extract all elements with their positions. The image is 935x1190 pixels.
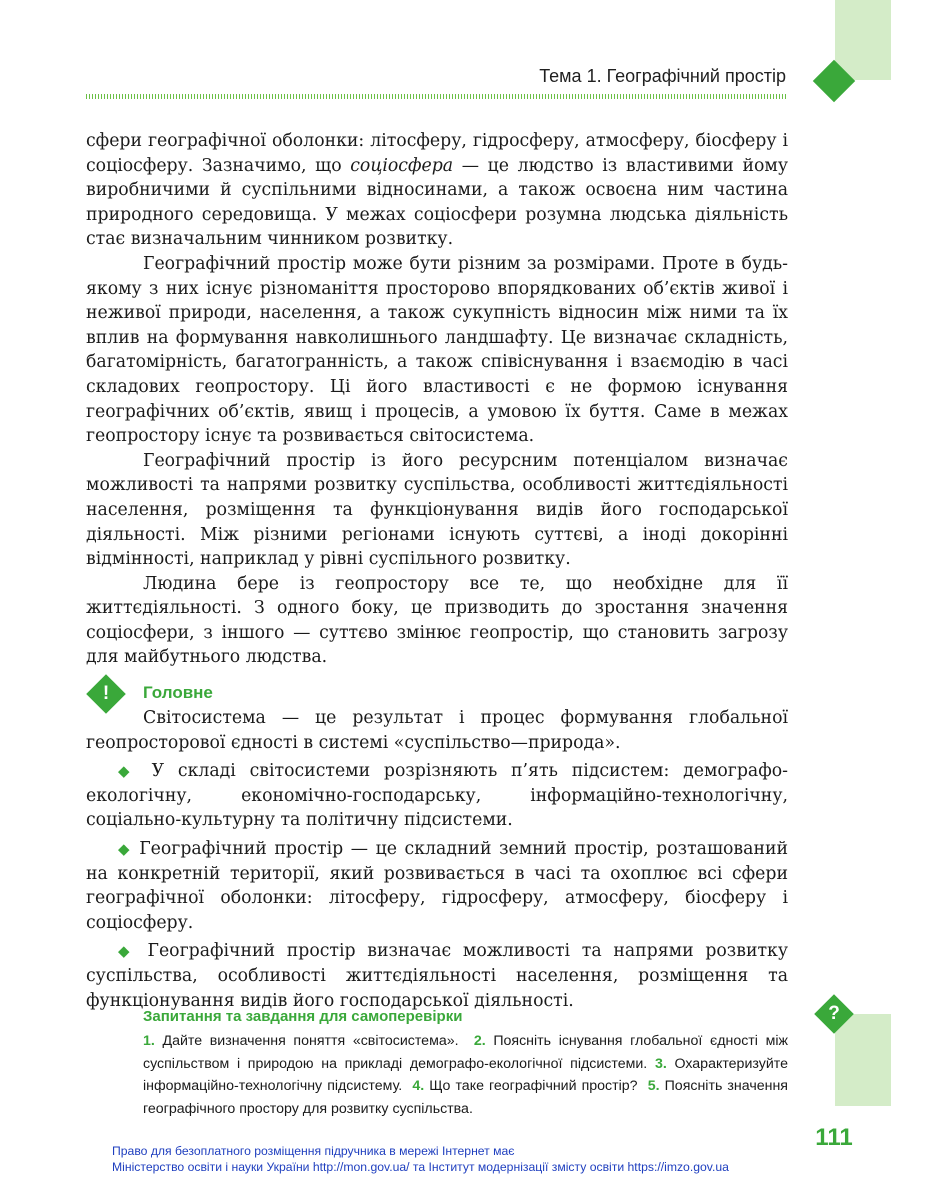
body-text — [86, 129, 788, 670]
question-number: 5. — [647, 1078, 660, 1094]
header-dotted-rule — [86, 94, 788, 99]
paragraph-4: Людина бере із геопростору все те, що необхідне для її життєдіяльності. З одного боку, це призводить до зростання значення соціосфери, з іншого — суттєво змінює геопростір, що становить загрозу для майбутнього людства. — [86, 573, 788, 668]
paragraph-3: Географічний простір із його ресурсним потенціалом визначає можливості та напрями розвитку суспільства, особливості життєдіяльності населення, розміщення та функціонування видів його господарської діяльності. Між різними регіонами існують суттєві, а іноді докорінні відмінності, наприклад у рівні суспільного розвитку. — [86, 450, 788, 570]
summary-bullet: ◆ Географічний простір визначає можливості та напрями розвитку суспільства, особливості життєдіяльності населення, розміщення та функціонування видів його господарської діяльності. — [86, 941, 788, 1011]
page-corner-tab — [835, 0, 891, 80]
diamond-bullet-icon: ◆ — [118, 762, 138, 781]
questions-title: Запитання та завдання для самоперевірки — [143, 1008, 463, 1025]
questions-list — [143, 1030, 788, 1120]
paragraph-1: сфери географічної оболонки: літосферу, гідросферу, атмосферу, біосферу і соціосферу. Зазначимо, що соціосфера — це людство із властивими йому виробничими й суспільними відносинами, а також освоєна ним частина природного середовища. У межах соціосфери розумна людська діяльність стає визначальним чинником розвитку. — [86, 131, 788, 250]
question-glyph: ? — [828, 1003, 840, 1024]
question-number: 1. — [143, 1033, 155, 1049]
question-text: Поясніть існування глобальної єдності між суспільством і природою на прикладі демографо-екологічної підсистеми. — [143, 1033, 788, 1072]
summary-bullet: ◆ У складі світосистеми розрізняють п’ять підсистем: демографо-екологічну, економічно-господарську, інформаційно-технологічну, соціально-культурну та політичну підсистеми. — [86, 761, 788, 831]
question-text: Поясніть значення географічного простору для розвитку суспільства. — [143, 1078, 788, 1117]
summary-bullet: ◆ Географічний простір — це складний земний простір, розташований на конкретній території, який розвивається в часі та охоплює всі сфери географічної оболонки: літосферу, гідросферу, атмосферу, біосферу і соціосферу. — [86, 838, 788, 933]
diamond-bullet-icon: ◆ — [118, 942, 136, 961]
footer-line-1: Право для безоплатного розміщення підручника в мережі Інтернет має — [112, 1144, 515, 1158]
page-number: 111 — [815, 1124, 853, 1151]
question-number: 3. — [654, 1055, 667, 1072]
exclamation-glyph: ! — [102, 683, 110, 704]
footer-notice — [112, 1143, 872, 1175]
summary-title: Головне — [143, 683, 213, 702]
term-sociosphere: соціосфера — [350, 155, 454, 176]
question-text: Дайте визначення поняття «світосистема». — [162, 1033, 459, 1049]
summary-intro: Світосистема — це результат і процес формування глобальної геопросторової єдності в системі «суспільство—природа». — [86, 708, 788, 753]
question-number: 2. — [473, 1033, 486, 1049]
question-text: Охарактеризуйте інформаційно-технологічну підсистему. — [143, 1055, 788, 1094]
footer-line-2: Міністерство освіти і науки України http://mon.gov.ua/ та Інститут модернізації змісту освіти https://imzo.gov.ua — [112, 1160, 729, 1174]
paragraph-2: Географічний простір може бути різним за розмірами. Проте в будь-якому з них існує різноманіття просторово впорядкованих об’єктів живої і неживої природи, населення, а також сукупність відносин між ними та їх вплив на формування навколишнього ландшафту. Це визначає складність, багатомірність, багатогранність, а також співіснування і взаємодію в часі складових геопростору. Ці його властивості є не формою існування географічних об’єктів, явищ і процесів, а умовою їх буття. Саме в межах геопростору існує та розвивається світосистема. — [86, 253, 788, 447]
question-text: Що таке географічний простір? — [429, 1078, 638, 1094]
question-number: 4. — [412, 1078, 425, 1094]
diamond-bullet-icon: ◆ — [118, 839, 132, 858]
summary-block — [86, 706, 788, 1017]
running-header-title: Тема 1. Географічний простір — [539, 66, 786, 86]
